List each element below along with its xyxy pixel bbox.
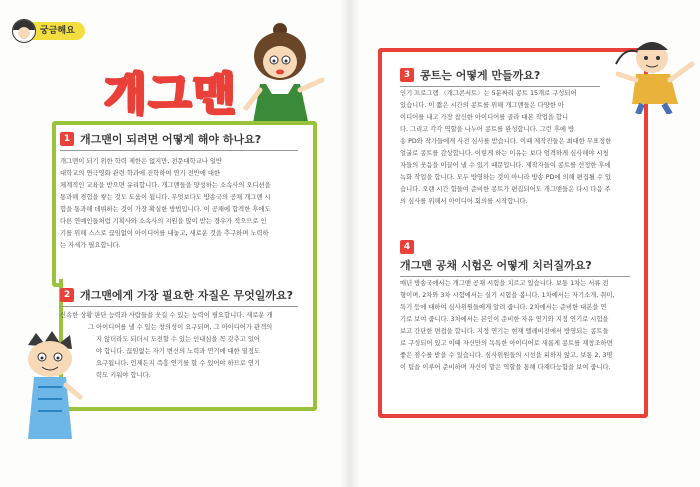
section-line: 있습니다. 이 짧은 시간의 콩트를 위해 개그맨들은 다양한 아	[400, 102, 565, 109]
avatar-icon	[12, 19, 36, 43]
section-line: 자들의 웃음을 이끌어 낼 수 있기 때문입니다. 제작자들이 콩트를 선정한 후에	[400, 162, 611, 169]
section-title-row	[400, 257, 592, 273]
heading-rule	[400, 276, 630, 277]
section-line: 얼굴로 콩트를 감상합니다. 이렇게 하는 이유는 보다 엄격하게 심사해야 시청	[400, 150, 609, 157]
section-line: 인기 프로그램 〈개그콘서트〉는 5분짜리 콩트 15개로 구성되어	[400, 90, 577, 97]
title-letter: 그	[148, 69, 194, 120]
section-line: 력도 키워야 합니다.	[96, 372, 151, 379]
section-line: 대학교의 연극영화 관련 학과에 진학하여 연기 전반에 대한	[60, 170, 220, 177]
section-line: 녹화 작업을 합니다. 모두 방영하는 것이 아니라 방송 PD에 의해 편집될 수 있	[400, 174, 612, 181]
section-line: 이디어를 내고 가장 참신한 아이디어를 골라 대본 작업을 합니	[400, 114, 569, 121]
section-line: 개그맨이 되기 위한 학력 제한은 없지만, 전문대학교나 일반	[60, 158, 222, 165]
heading-rule	[60, 150, 298, 151]
section-line: 의 심사를 위해서 아이디어 회의를 시작합니다.	[400, 198, 528, 205]
section-line: 매년 방송국에서는 개그맨 공채 시험을 치르고 있습니다. 보통 1차는 서류 전	[400, 280, 609, 287]
boy-illustration	[16, 327, 86, 447]
title-letter: 맨	[193, 69, 238, 120]
section-line: 통과해 경험을 쌓는 것도 도움이 됩니다. 무엇보다도 방송국의 공채 개그맨 시	[60, 194, 271, 201]
section-heading	[400, 67, 540, 83]
heading-rule	[60, 306, 298, 307]
section-title: 개그맨이 되려면 어떻게 해야 하나요?	[80, 133, 262, 146]
left-page	[0, 0, 346, 487]
category-tag	[14, 22, 85, 40]
section-line: 다. 그리고 각각 역할을 나누어 콩트를 완성합니다. 그런 후에 방	[400, 126, 575, 133]
section-number: 3	[400, 68, 414, 82]
section-title: 개그맨에게 가장 필요한 자질은 무엇일까요?	[80, 289, 293, 302]
heading-rule	[400, 86, 600, 87]
section-number: 1	[60, 132, 74, 146]
section-number: 2	[60, 288, 74, 302]
section-line: 다른 연예인들처럼 기획사와 소속사의 지원을 많이 받는 경우가 적으므로 인	[60, 218, 267, 225]
section-heading	[60, 287, 293, 303]
section-number: 4	[400, 240, 414, 254]
section-line: 그 아이디어를 낼 수 있는 창의성이 요구되며, 그 아이디어가 관객의	[88, 324, 273, 331]
title-letter: 개	[104, 69, 149, 120]
section-line: 습니다. 오랜 시간 힘들여 준비한 콩트가 편집되어도 개그맨들은 다시 다음 주	[400, 186, 611, 193]
section-line: 야 합니다. 끊임없는 자기 변신의 노력과 연기에 대한 열정도	[96, 348, 261, 355]
page-title	[104, 58, 238, 120]
section-title: 콩트는 어떻게 만들까요?	[420, 69, 541, 82]
section-line: 신속한 상황 판단 능력과 사람들을 웃길 수 있는 능력이 필요합니다. 새로운 개	[60, 312, 273, 319]
section-line: 지 않더라도 되더시 도전할 수 있는 인내심을 꼭 갖추고 있어	[96, 336, 261, 343]
section-line: 이 팀을 이루어 준비하며 자신이 맡은 역할을 통해 다재다능함을 보여 줍니다.	[400, 364, 611, 371]
section-line: 특기 등에 대하여 심사위원들에게 알려 줍니다. 2차에서는 준비한 대본을 연	[400, 304, 607, 311]
section-line: 기로 보여 줍니다. 3차에서는 본인이 준비한 자유 연기와 지정 연기로 시험을	[400, 316, 609, 323]
section-line: 송 PD와 작가들에게 사전 심사를 받습니다. 이때 제작진들은 최대한 무표정한	[400, 138, 612, 145]
section-line: 형이며, 2차와 3차 시험에서는 실기 시험을 봅니다. 1차에서는 자기소개, 취미,	[400, 292, 615, 299]
section-line: 체계적인 교육을 받으면 유리합니다. 개그맨들을 양성하는 소속사의 오디션을	[60, 182, 271, 189]
section-line: 요구됩니다. 언제든지 즉흥 연기를 할 수 있어야 하므로 연기	[96, 360, 261, 367]
section-line: 기를 위해 스스로 끊임없이 아이디어를 내놓고, 새로운 것을 추구하며 노력하	[60, 230, 269, 237]
category-tag-label: 궁금해요	[40, 26, 75, 36]
section-line: 험을 통과해 데뷔하는 것이 가장 확실한 방법입니다. 이 공채에 합격한 후에도	[60, 206, 271, 213]
section-title: 개그맨 공채 시험은 어떻게 치러질까요?	[400, 259, 592, 272]
section-line: 보고 간단한 면접을 합니다. 지정 연기는 현재 텔레비전에서 방영되는 콩트들	[400, 328, 609, 335]
section-line: 로 구성되어 있고 이때 자신만의 독특한 아이디어로 새롭게 콩트를 재창조하면	[400, 340, 613, 347]
section-heading	[60, 131, 261, 147]
section-line: 좋은 점수를 받을 수 있습니다. 심사위원들의 시선을 피하지 않고, 보통 2, 3명	[400, 352, 613, 359]
section-heading	[400, 240, 420, 254]
section-line: 는 자세가 필요합니다.	[60, 242, 121, 249]
